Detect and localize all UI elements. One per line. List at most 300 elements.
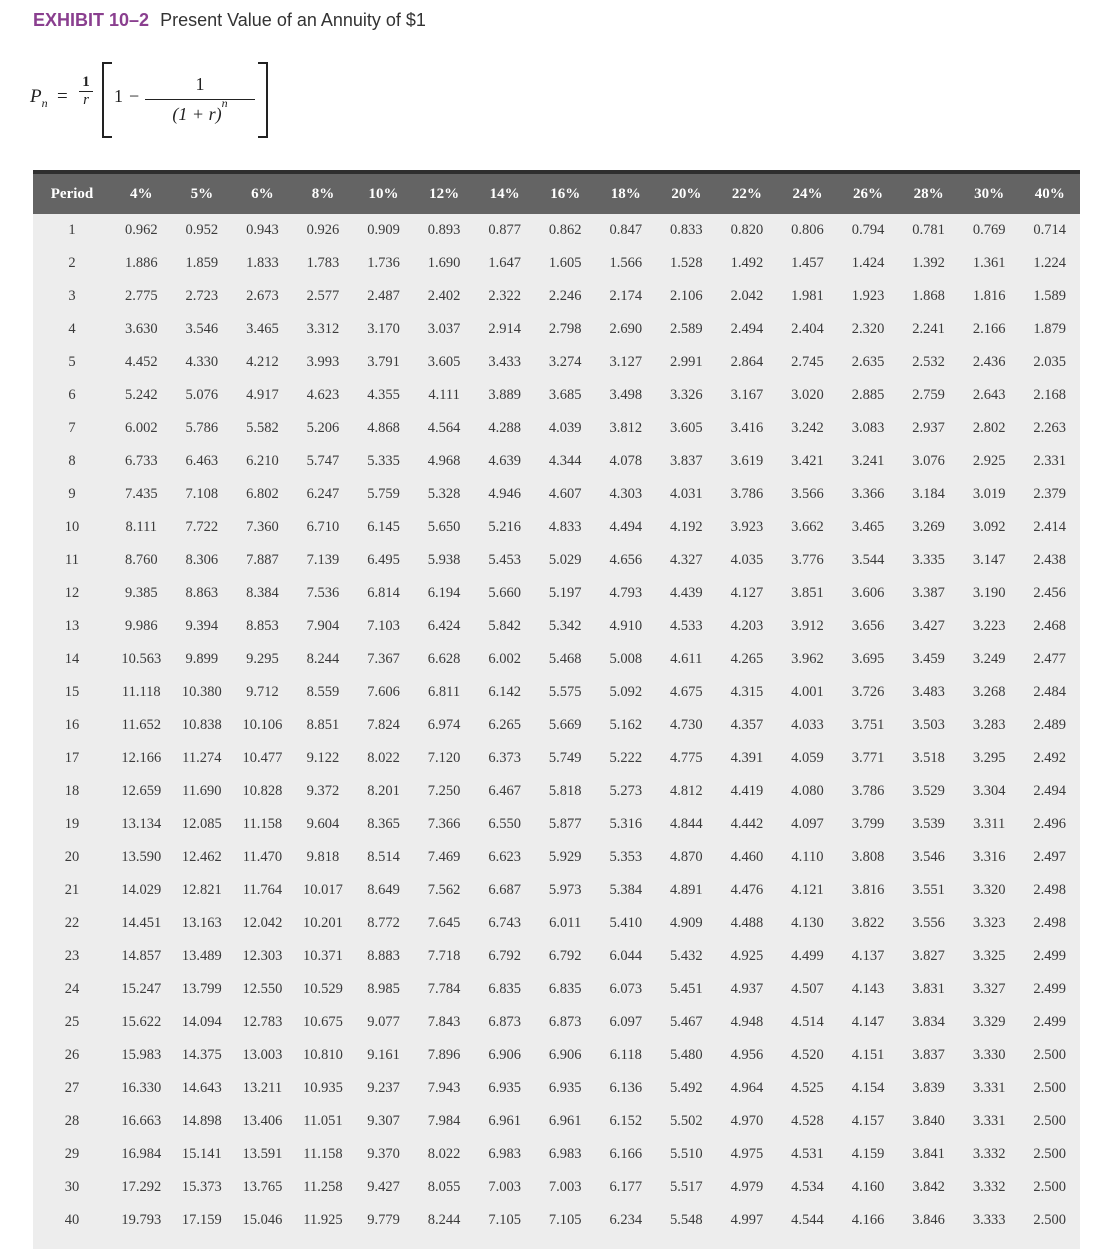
value-cell: 5.759 xyxy=(367,486,400,502)
value-cell: 7.536 xyxy=(306,585,340,601)
period-cell: 15 xyxy=(64,684,80,700)
value-cell: 9.161 xyxy=(367,1047,400,1063)
value-cell: 1.736 xyxy=(367,255,400,271)
value-cell: 1.816 xyxy=(972,288,1006,304)
column-header-rate: 10% xyxy=(353,174,414,214)
value-cell: 10.017 xyxy=(303,882,343,898)
value-cell: 3.566 xyxy=(791,486,824,502)
value-cell: 2.477 xyxy=(1033,651,1067,667)
value-cell: 3.223 xyxy=(972,618,1006,634)
value-cell: 12.821 xyxy=(181,882,222,898)
value-cell: 3.539 xyxy=(912,816,945,832)
value-cell: 1.566 xyxy=(609,255,643,271)
value-cell: 2.802 xyxy=(972,420,1006,436)
value-cell: 9.986 xyxy=(124,618,158,634)
period-cell: 9 xyxy=(68,486,76,502)
value-cell: 1.833 xyxy=(246,255,279,271)
value-cell: 6.873 xyxy=(548,1014,582,1030)
table-header-row xyxy=(33,174,1080,214)
value-cell: 2.500 xyxy=(1033,1113,1067,1129)
value-cell: 3.546 xyxy=(185,321,219,337)
value-cell: 4.533 xyxy=(670,618,703,634)
period-cell: 14 xyxy=(64,651,80,667)
column-header-rate: 28% xyxy=(898,174,959,214)
value-cell: 1.457 xyxy=(791,255,824,271)
value-cell: 10.380 xyxy=(181,684,222,700)
value-cell: 2.532 xyxy=(912,354,945,370)
value-cell: 10.828 xyxy=(242,783,283,799)
value-cell: 8.985 xyxy=(367,981,400,997)
value-cell: 3.546 xyxy=(912,849,945,865)
value-cell: 4.507 xyxy=(791,981,824,997)
period-cell: 8 xyxy=(68,453,76,469)
value-cell: 2.925 xyxy=(972,453,1006,469)
value-cell: 6.424 xyxy=(427,618,461,634)
value-cell: 2.379 xyxy=(1033,486,1067,502)
value-cell: 2.577 xyxy=(306,288,340,304)
value-cell: 7.366 xyxy=(427,816,461,832)
value-cell: 3.331 xyxy=(972,1113,1006,1129)
value-cell: 6.687 xyxy=(488,882,521,898)
value-cell: 4.330 xyxy=(185,354,219,370)
value-cell: 14.857 xyxy=(121,948,162,964)
value-cell: 5.384 xyxy=(609,882,643,898)
value-cell: 6.210 xyxy=(246,453,279,469)
value-cell: 2.498 xyxy=(1033,882,1067,898)
table-row xyxy=(33,643,1080,676)
value-cell: 17.292 xyxy=(121,1179,162,1195)
value-cell: 3.283 xyxy=(972,717,1006,733)
value-cell: 3.556 xyxy=(912,915,945,931)
value-cell: 7.469 xyxy=(427,849,461,865)
value-cell: 4.078 xyxy=(609,453,643,469)
value-cell: 5.548 xyxy=(670,1212,703,1228)
value-cell: 10.371 xyxy=(303,948,343,964)
period-cell: 28 xyxy=(64,1113,80,1129)
value-cell: 2.500 xyxy=(1033,1146,1067,1162)
value-cell: 0.847 xyxy=(609,222,643,238)
value-cell: 2.500 xyxy=(1033,1080,1067,1096)
value-cell: 13.134 xyxy=(121,816,162,832)
column-header-rate: 4% xyxy=(111,174,172,214)
value-cell: 3.083 xyxy=(851,420,885,436)
value-cell: 3.812 xyxy=(609,420,643,436)
value-cell: 3.249 xyxy=(972,651,1006,667)
exhibit-title xyxy=(33,10,426,31)
value-cell: 8.201 xyxy=(367,783,400,799)
value-cell: 6.906 xyxy=(488,1047,521,1063)
period-cell: 21 xyxy=(64,882,80,898)
value-cell: 7.824 xyxy=(367,717,400,733)
value-cell: 6.467 xyxy=(488,783,521,799)
value-cell: 1.690 xyxy=(427,255,461,271)
value-cell: 5.335 xyxy=(367,453,400,469)
value-cell: 9.899 xyxy=(185,651,219,667)
value-cell: 4.833 xyxy=(548,519,582,535)
value-cell: 4.488 xyxy=(730,915,764,931)
value-cell: 15.983 xyxy=(121,1047,162,1063)
value-cell: 2.322 xyxy=(488,288,521,304)
value-cell: 4.891 xyxy=(670,882,703,898)
value-cell: 9.604 xyxy=(306,816,340,832)
value-cell: 4.870 xyxy=(670,849,703,865)
value-cell: 2.798 xyxy=(548,321,582,337)
value-cell: 4.080 xyxy=(791,783,824,799)
value-cell: 9.394 xyxy=(185,618,219,634)
value-cell: 12.462 xyxy=(181,849,222,865)
value-cell: 11.470 xyxy=(242,849,283,865)
value-cell: 8.772 xyxy=(367,915,400,931)
value-cell: 4.097 xyxy=(791,816,824,832)
value-cell: 4.531 xyxy=(791,1146,824,1162)
value-cell: 14.643 xyxy=(181,1080,222,1096)
value-cell: 3.242 xyxy=(791,420,824,436)
column-header-rate: 16% xyxy=(535,174,596,214)
value-cell: 1.528 xyxy=(670,255,703,271)
value-cell: 3.147 xyxy=(972,552,1006,568)
value-cell: 5.973 xyxy=(548,882,582,898)
value-cell: 2.166 xyxy=(972,321,1006,337)
value-cell: 4.460 xyxy=(730,849,764,865)
table-row xyxy=(33,379,1080,412)
value-cell: 2.643 xyxy=(972,387,1006,403)
value-cell: 8.514 xyxy=(367,849,400,865)
value-cell: 4.033 xyxy=(791,717,824,733)
value-cell: 2.246 xyxy=(548,288,582,304)
value-cell: 4.611 xyxy=(670,651,703,667)
value-cell: 9.818 xyxy=(306,849,340,865)
value-cell: 2.589 xyxy=(670,321,703,337)
value-cell: 6.974 xyxy=(427,717,461,733)
value-cell: 5.467 xyxy=(670,1014,703,1030)
value-cell: 2.500 xyxy=(1033,1047,1067,1063)
column-header-rate: 14% xyxy=(474,174,535,214)
value-cell: 4.868 xyxy=(367,420,400,436)
value-cell: 3.427 xyxy=(912,618,945,634)
value-cell: 15.622 xyxy=(121,1014,162,1030)
value-cell: 0.714 xyxy=(1033,222,1067,238)
value-cell: 1.981 xyxy=(791,288,824,304)
value-cell: 3.656 xyxy=(851,618,885,634)
value-cell: 3.170 xyxy=(367,321,400,337)
period-cell: 29 xyxy=(64,1146,80,1162)
value-cell: 5.938 xyxy=(427,552,461,568)
value-cell: 4.315 xyxy=(730,684,764,700)
value-cell: 8.863 xyxy=(185,585,219,601)
value-cell: 0.909 xyxy=(367,222,400,238)
value-cell: 6.145 xyxy=(367,519,400,535)
value-cell: 5.842 xyxy=(488,618,521,634)
value-cell: 9.370 xyxy=(367,1146,400,1162)
value-cell: 0.877 xyxy=(488,222,521,238)
value-cell: 12.783 xyxy=(242,1014,283,1030)
value-cell: 4.137 xyxy=(851,948,885,964)
value-cell: 15.247 xyxy=(121,981,162,997)
value-cell: 5.432 xyxy=(670,948,703,964)
value-cell: 3.841 xyxy=(912,1146,945,1162)
period-cell: 7 xyxy=(68,420,76,436)
value-cell: 2.487 xyxy=(367,288,400,304)
value-cell: 5.029 xyxy=(548,552,582,568)
value-cell: 6.002 xyxy=(488,651,521,667)
value-cell: 6.835 xyxy=(548,981,582,997)
column-header-rate: 24% xyxy=(777,174,838,214)
value-cell: 0.794 xyxy=(851,222,885,238)
value-cell: 7.435 xyxy=(124,486,158,502)
value-cell: 4.925 xyxy=(730,948,764,964)
value-cell: 8.111 xyxy=(125,519,158,535)
value-cell: 4.956 xyxy=(730,1047,764,1063)
period-cell: 10 xyxy=(64,519,80,535)
value-cell: 5.092 xyxy=(609,684,643,700)
value-cell: 3.366 xyxy=(851,486,885,502)
value-cell: 6.710 xyxy=(306,519,340,535)
table-row xyxy=(33,775,1080,808)
value-cell: 0.943 xyxy=(246,222,279,238)
value-cell: 4.203 xyxy=(730,618,764,634)
table-row xyxy=(33,445,1080,478)
value-cell: 11.258 xyxy=(303,1179,343,1195)
value-cell: 4.968 xyxy=(427,453,461,469)
period-cell: 13 xyxy=(64,618,80,634)
value-cell: 4.059 xyxy=(791,750,824,766)
value-cell: 11.764 xyxy=(242,882,283,898)
value-cell: 5.353 xyxy=(609,849,643,865)
value-cell: 10.106 xyxy=(242,717,283,733)
value-cell: 9.077 xyxy=(367,1014,400,1030)
value-cell: 3.295 xyxy=(972,750,1006,766)
value-cell: 8.365 xyxy=(367,816,400,832)
value-cell: 6.835 xyxy=(488,981,521,997)
value-cell: 7.896 xyxy=(427,1047,461,1063)
value-cell: 15.046 xyxy=(242,1212,283,1228)
value-cell: 3.923 xyxy=(730,519,764,535)
value-cell: 4.327 xyxy=(670,552,703,568)
value-cell: 4.975 xyxy=(730,1146,764,1162)
value-cell: 6.166 xyxy=(609,1146,643,1162)
value-cell: 4.439 xyxy=(670,585,703,601)
value-cell: 2.745 xyxy=(791,354,824,370)
value-cell: 6.550 xyxy=(488,816,521,832)
value-cell: 4.607 xyxy=(548,486,582,502)
value-cell: 7.003 xyxy=(488,1179,521,1195)
value-cell: 2.414 xyxy=(1033,519,1067,535)
value-cell: 4.001 xyxy=(791,684,824,700)
value-cell: 4.910 xyxy=(609,618,643,634)
value-cell: 1.589 xyxy=(1033,288,1067,304)
value-cell: 3.304 xyxy=(972,783,1006,799)
value-cell: 2.484 xyxy=(1033,684,1067,700)
value-cell: 6.961 xyxy=(488,1113,521,1129)
value-cell: 3.465 xyxy=(246,321,279,337)
value-cell: 2.489 xyxy=(1033,717,1067,733)
value-cell: 3.685 xyxy=(548,387,582,403)
value-cell: 7.120 xyxy=(427,750,461,766)
table-row xyxy=(33,511,1080,544)
value-cell: 2.492 xyxy=(1033,750,1067,766)
value-cell: 7.606 xyxy=(367,684,400,700)
value-cell: 3.518 xyxy=(912,750,945,766)
value-cell: 2.494 xyxy=(730,321,764,337)
value-cell: 5.410 xyxy=(609,915,643,931)
value-cell: 4.127 xyxy=(730,585,764,601)
value-cell: 8.022 xyxy=(367,750,400,766)
value-cell: 2.404 xyxy=(791,321,824,337)
table-row xyxy=(33,544,1080,577)
value-cell: 5.451 xyxy=(670,981,703,997)
period-cell: 27 xyxy=(64,1080,80,1096)
value-cell: 15.141 xyxy=(181,1146,222,1162)
value-cell: 4.946 xyxy=(488,486,521,502)
value-cell: 2.864 xyxy=(730,354,764,370)
value-cell: 1.605 xyxy=(548,255,582,271)
value-cell: 2.320 xyxy=(851,321,885,337)
value-cell: 9.427 xyxy=(367,1179,400,1195)
value-cell: 2.241 xyxy=(912,321,945,337)
value-cell: 16.663 xyxy=(121,1113,162,1129)
value-cell: 3.799 xyxy=(851,816,885,832)
value-cell: 3.127 xyxy=(609,354,643,370)
value-cell: 6.935 xyxy=(548,1080,582,1096)
value-cell: 11.051 xyxy=(303,1113,343,1129)
formula-outer-fraction: $\frac{1}{r}$ xyxy=(79,74,93,109)
value-cell: 6.373 xyxy=(488,750,521,766)
value-cell: 2.937 xyxy=(912,420,945,436)
value-cell: 3.333 xyxy=(972,1212,1006,1228)
value-cell: 2.263 xyxy=(1033,420,1067,436)
table-row xyxy=(33,346,1080,379)
table-row xyxy=(33,1171,1080,1204)
table-row xyxy=(33,1072,1080,1105)
value-cell: 3.020 xyxy=(791,387,824,403)
value-cell: 3.311 xyxy=(973,816,1006,832)
value-cell: 4.528 xyxy=(791,1113,824,1129)
table-row xyxy=(33,280,1080,313)
value-cell: 7.718 xyxy=(427,948,461,964)
value-cell: 3.320 xyxy=(972,882,1006,898)
value-cell: 4.391 xyxy=(730,750,764,766)
value-cell: 3.993 xyxy=(306,354,340,370)
value-cell: 3.630 xyxy=(124,321,158,337)
value-cell: 2.499 xyxy=(1033,1014,1067,1030)
right-bracket xyxy=(258,62,268,138)
period-cell: 16 xyxy=(64,717,80,733)
value-cell: 15.373 xyxy=(181,1179,222,1195)
value-cell: 2.168 xyxy=(1033,387,1067,403)
value-cell: 8.384 xyxy=(246,585,279,601)
value-cell: 4.544 xyxy=(791,1212,824,1228)
value-cell: 4.937 xyxy=(730,981,764,997)
value-cell: 7.105 xyxy=(548,1212,582,1228)
value-cell: 5.818 xyxy=(548,783,582,799)
value-cell: 8.559 xyxy=(306,684,340,700)
value-cell: 2.500 xyxy=(1033,1179,1067,1195)
value-cell: 3.037 xyxy=(427,321,461,337)
period-cell: 2 xyxy=(68,255,76,271)
value-cell: 3.387 xyxy=(912,585,945,601)
value-cell: 9.385 xyxy=(124,585,158,601)
value-cell: 14.029 xyxy=(121,882,162,898)
value-cell: 10.838 xyxy=(181,717,222,733)
value-cell: 3.332 xyxy=(972,1146,1006,1162)
value-cell: 3.840 xyxy=(912,1113,945,1129)
period-cell: 19 xyxy=(64,816,80,832)
period-cell: 26 xyxy=(64,1047,80,1063)
value-cell: 13.765 xyxy=(242,1179,283,1195)
value-cell: 0.781 xyxy=(912,222,945,238)
period-cell: 5 xyxy=(68,354,76,370)
value-cell: 7.105 xyxy=(488,1212,521,1228)
value-cell: 4.997 xyxy=(730,1212,764,1228)
period-cell: 23 xyxy=(64,948,80,964)
value-cell: 12.042 xyxy=(242,915,283,931)
value-cell: 8.649 xyxy=(367,882,400,898)
value-cell: 8.306 xyxy=(185,552,219,568)
value-cell: 5.216 xyxy=(488,519,521,535)
value-cell: 4.151 xyxy=(851,1047,885,1063)
value-cell: 4.948 xyxy=(730,1014,764,1030)
value-cell: 5.206 xyxy=(306,420,340,436)
value-cell: 10.477 xyxy=(242,750,283,766)
formula-one: 1 xyxy=(114,86,123,106)
value-cell: 3.184 xyxy=(912,486,945,502)
value-cell: 2.635 xyxy=(851,354,885,370)
value-cell: 4.121 xyxy=(791,882,824,898)
value-cell: 2.914 xyxy=(488,321,521,337)
value-cell: 10.201 xyxy=(303,915,343,931)
value-cell: 4.143 xyxy=(851,981,885,997)
value-cell: 6.097 xyxy=(609,1014,643,1030)
table-row xyxy=(33,907,1080,940)
value-cell: 11.158 xyxy=(303,1146,343,1162)
value-cell: 2.723 xyxy=(185,288,219,304)
value-cell: 1.783 xyxy=(306,255,340,271)
value-cell: 4.520 xyxy=(791,1047,824,1063)
exhibit-caption: Present Value of an Annuity of $1 xyxy=(160,10,426,30)
value-cell: 2.035 xyxy=(1033,354,1067,370)
value-cell: 5.502 xyxy=(670,1113,703,1129)
value-cell: 5.650 xyxy=(427,519,461,535)
table-row xyxy=(33,1204,1080,1237)
value-cell: 3.889 xyxy=(488,387,521,403)
value-cell: 4.964 xyxy=(730,1080,764,1096)
value-cell: 4.344 xyxy=(548,453,582,469)
value-cell: 14.375 xyxy=(181,1047,222,1063)
value-cell: 6.792 xyxy=(548,948,582,964)
period-cell: 3 xyxy=(68,288,76,304)
value-cell: 4.812 xyxy=(670,783,703,799)
value-cell: 12.659 xyxy=(121,783,162,799)
value-cell: 3.092 xyxy=(972,519,1006,535)
value-cell: 3.662 xyxy=(791,519,824,535)
value-cell: 3.331 xyxy=(972,1080,1006,1096)
column-header-rate: 40% xyxy=(1019,174,1080,214)
value-cell: 3.808 xyxy=(851,849,885,865)
value-cell: 16.330 xyxy=(121,1080,162,1096)
value-cell: 3.459 xyxy=(912,651,945,667)
value-cell: 2.456 xyxy=(1033,585,1067,601)
value-cell: 8.244 xyxy=(427,1212,461,1228)
value-cell: 7.367 xyxy=(367,651,400,667)
column-header-period: Period xyxy=(33,174,111,214)
value-cell: 3.619 xyxy=(730,453,764,469)
value-cell: 3.312 xyxy=(306,321,340,337)
table-row xyxy=(33,1105,1080,1138)
value-cell: 3.019 xyxy=(972,486,1006,502)
value-cell: 1.361 xyxy=(972,255,1006,271)
value-cell: 6.011 xyxy=(549,915,582,931)
value-cell: 3.241 xyxy=(851,453,885,469)
